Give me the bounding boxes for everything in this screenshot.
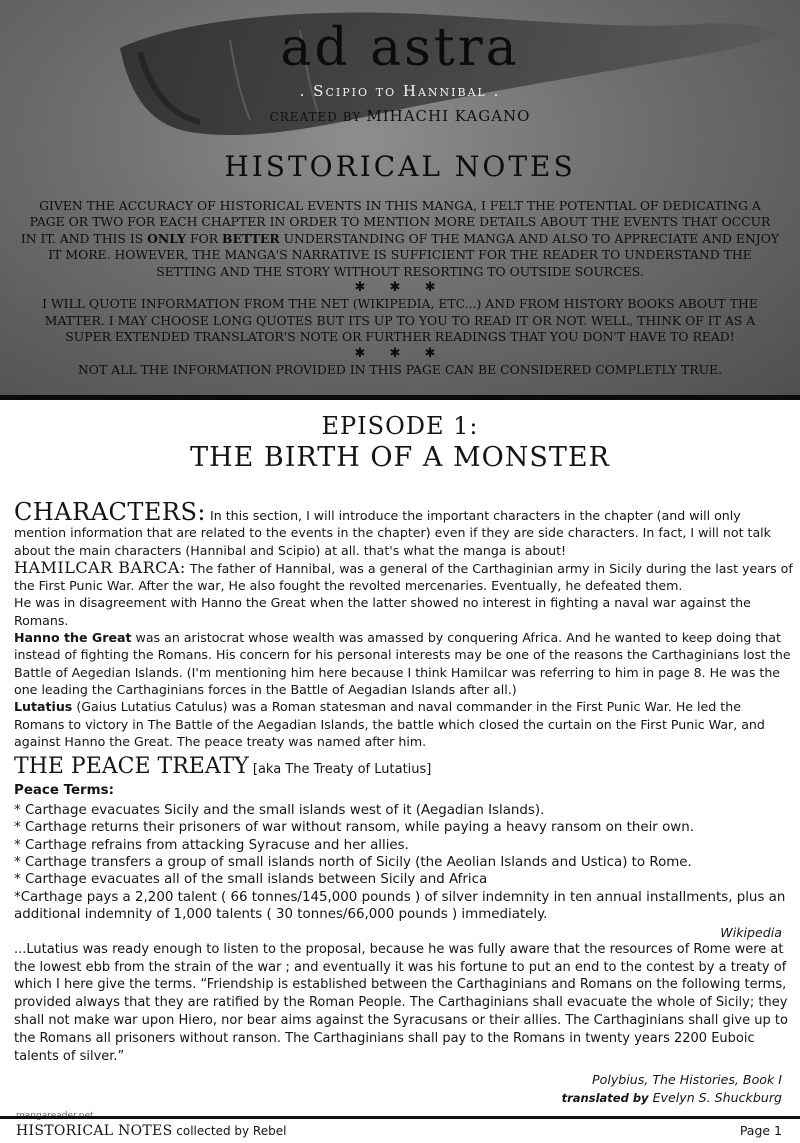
separator: ✱ ✱ ✱ xyxy=(354,345,446,361)
header-divider xyxy=(0,395,800,400)
list-item: * Carthage evacuates Sicily and the small islands west of it (Aegadian Islands). xyxy=(14,802,545,818)
brand-subtitle: . Scipio to Hannibal . xyxy=(299,82,501,100)
character-hamilcar: HAMILCAR BARCA: The father of Hannibal, was a general of the Carthaginian army in Sicily during the last years of the First Punic War. After the war, He also fought the revolted mercenaries. Eventually, he defeated them. xyxy=(14,557,793,594)
intro-paragraph-3: NOT ALL THE INFORMATION PROVIDED IN THIS PAGE CAN BE CONSIDERED COMPLETLY TRUE. xyxy=(77,362,723,378)
list-item: *Carthage pays a 2,200 talent ( 66 tonnes/145,000 pounds ) of silver indemnity in ten annual installments, plus an additional indemnity of 1,000 talents ( 30 tonnes/66,000 pounds ) immediately. xyxy=(14,889,786,923)
characters-heading: CHARACTERS: xyxy=(14,498,207,526)
character-lutatius: Lutatius (Gaius Lutatius Catulus) was a Roman statesman and naval commander in the First Punic War. He led the Romans to victory in The Battle of the Aegadian Islands, the battle which closed the curtain on the First Punic War, and against Hanno the Great. The peace treaty was named after him. xyxy=(14,699,765,749)
list-item: * Carthage transfers a group of small islands north of Sicily (the Aeolian Islands and Ustica) to Rome. xyxy=(14,854,692,870)
polybius-quote: ...Lutatius was ready enough to listen to the proposal, because he was fully aware that the resources of Rome were at the lowest ebb from the strain of the war ; and eventually it was his fortune to put an end to the contest by a treaty of which I here give the terms. “Friendship is established between the Carthaginians and Romans on the following terms, provided always that they are ratified by the Roman People. The Carthaginians shall evacuate the whole of Sicily; they shall not make war upon Hiero, nor bear aims against the Syracusans or their allies. The Carthaginians shall give up to the Romans all prisoners without ranson. The Carthaginians shall pay to the Romans in twenty years 2200 Euboic talents of silver.” xyxy=(14,941,788,1064)
list-item: * Carthage refrains from attacking Syracuse and her allies. xyxy=(14,837,409,853)
peace-terms-list xyxy=(14,802,794,924)
wikipedia-source: Wikipedia xyxy=(720,924,782,940)
credit-name: MIHACHI KAGANO xyxy=(366,107,531,125)
characters-intro: In this section, I will introduce the important characters in the chapter (and will only mention information that are related to the events in the chapter) even if they are side characters. In fact, I will not talk about the main characters (Hannibal and Scipio) at all. that's what the manga is about! xyxy=(14,508,771,558)
intro-emphasis-only: ONLY xyxy=(147,230,187,246)
cite-book: Polybius, The Histories, Book I xyxy=(592,1072,782,1088)
footer-divider xyxy=(0,1116,800,1119)
page-number: Page 1 xyxy=(739,1123,782,1138)
lutatius-name: Lutatius xyxy=(14,699,73,715)
historical-notes-title: HISTORICAL NOTES xyxy=(224,150,576,183)
list-item: * Carthage evacuates all of the small islands between Sicily and Africa xyxy=(14,872,488,888)
episode-title: THE BIRTH OF A MONSTER xyxy=(190,442,610,473)
footer-credit: HISTORICAL NOTES collected by Rebel xyxy=(16,1123,287,1139)
notes-body xyxy=(14,500,794,1107)
intro-paragraph-1: GIVEN THE ACCURACY OF HISTORICAL EVENTS IN THIS MANGA, I FELT THE POTENTIAL OF DEDICATING A PAGE OR TWO FOR EACH CHAPTER IN ORDER TO MENTION MORE DETAILS ABOUT THE EVENTS THAT OCCUR IN IT. AND THIS IS ONLY FOR BETTER UNDERSTANDING OF THE MANGA AND ALSO TO APPRECIATE AND ENJOY IT MORE. HOWEVER, THE MANGA'S NARRATIVE IS SUFFICIENT FOR THE READER TO UNDERSTAND THE SETTING AND THE STORY WITHOUT RESORTING TO OUTSIDE SOURCES. xyxy=(20,198,780,279)
peace-terms-label: Peace Terms: xyxy=(14,783,114,799)
intro-text xyxy=(20,198,780,378)
hanno-name: Hanno the Great xyxy=(14,630,132,646)
credit-prefix: CREATED BY xyxy=(269,110,362,124)
cite-translator: Evelyn S. Shuckburg xyxy=(652,1090,782,1106)
hamilcar-name: HAMILCAR BARCA: xyxy=(14,557,186,577)
treaty-heading: THE PEACE TREATY xyxy=(14,754,249,780)
credit-line xyxy=(0,106,800,125)
quote-citation xyxy=(14,1071,794,1107)
list-item: * Carthage returns their prisoners of war without ransom, while paying a heavy ransom on their own. xyxy=(14,820,694,836)
cite-translator-line: translated by Evelyn S. Shuckburg xyxy=(561,1090,782,1106)
character-hamilcar-more: He was in disagreement with Hanno the Great when the latter showed no interest in fighting a naval war against the Romans. xyxy=(14,595,751,628)
characters-section xyxy=(14,500,794,559)
intro-emphasis-better: BETTER xyxy=(222,230,280,246)
intro-paragraph-2: I WILL QUOTE INFORMATION FROM THE NET (WIKIPEDIA, ETC...) AND FROM HISTORY BOOKS ABOUT THE MATTER. I MAY CHOOSE LONG QUOTES BUT ITS UP TO YOU TO READ IT OR NOT. WELL, THINK OF IT AS A SUPER EXTENDED TRANSLATOR'S NOTE OR FURTHER READINGS THAT YOU DON'T HAVE TO READ! xyxy=(42,296,758,345)
treaty-section xyxy=(14,754,794,780)
header-banner xyxy=(0,0,800,395)
episode-number: EPISODE 1: xyxy=(321,412,479,440)
separator: ✱ ✱ ✱ xyxy=(354,280,446,296)
brand-title: ad astra xyxy=(280,18,520,78)
character-hanno: Hanno the Great was an aristocrat whose wealth was amassed by conquering Africa. And he wanted to keep doing that instead of fighting the Romans. His concern for his personal interests may be one of the reasons the Carthaginians lost the Battle of Aegedian Islands. (I'm mentioning him here because I think Hamilcar was referring to him in page 8. He was the one leading the Carthaginians forces in the Battle of Aegadian Islands after all.) xyxy=(14,630,791,697)
treaty-aka: [aka The Treaty of Lutatius] xyxy=(248,762,432,778)
